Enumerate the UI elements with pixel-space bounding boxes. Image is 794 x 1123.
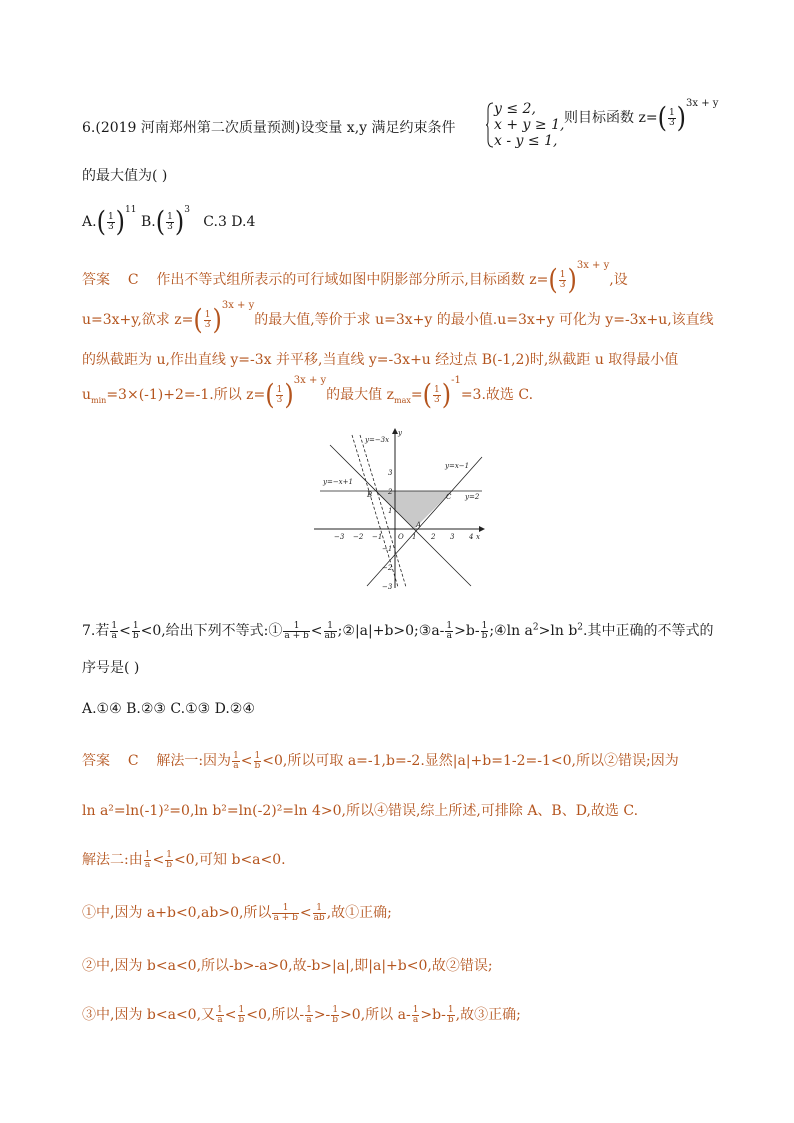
ans6-text4e: =3.故选 C.	[460, 387, 534, 403]
q6-objective: 则目标函数 z=( $\frac{1}{3}$ )$^{3x + y}$	[564, 98, 719, 135]
ans6-text2b: 的最大值,等价于求 u=3x+y 的最小值.u=3x+y 可化为 y=-3x+u,该直线	[254, 312, 714, 328]
answer-letter: C	[127, 272, 139, 288]
label-y-eq-neg3x: y=−3x	[365, 436, 390, 444]
point-c-label: C	[446, 493, 452, 501]
ans7-t12: ,故③正确;	[455, 1007, 521, 1023]
ans7-line1: 答案 C 解法一:因为 $\frac{1}{a}$ < $\frac{1}{b}$ <0,所以可取 a=-1,b=-2.显然|a|+b=1-2=-1<0,所以②错误;因为	[82, 750, 679, 771]
answer-label: 答案	[82, 272, 110, 288]
ans6-text1: 作出不等式组所表示的可行域如图中阴影部分所示,目标函数 z=	[156, 272, 549, 288]
option-b: B.	[140, 214, 156, 230]
q6-options: A.( $\frac{1}{3}$ )$^{11}$ B.( $\frac{1}{3}$ )$^3$ C.3 D.4	[82, 205, 256, 239]
q7-line1: 7.若 $\frac{1}{a}$ < $\frac{1}{b}$ <0,给出下列不等式:① $\frac{1}{a + b}$ < $\frac{1}{ab}$ ;②|a|+b>0;③a- $\frac{1}{a}$ >b- $\frac{1}{b}$ ;④ln $a^2>\ln$ $b^2$.其中正确的不等式的	[82, 620, 714, 641]
ans7-t6: ,故①正确;	[326, 905, 392, 921]
ans6-line4: $u_{min}=3\times(-1)+2=-1$.所以 z=( $\frac{1}{3}$ )$^{3x + y}$的最大值 $z_{max}=$( $\frac{1}{3}$ )$^{-1}$=3.故选 C.	[82, 375, 534, 412]
ans7-line4: ①中,因为 a+b<0,ab>0,所以 $\frac{1}{a + b}$ < $\frac{1}{ab}$ ,故①正确;	[82, 902, 392, 923]
ans7-t11: >b-	[420, 1007, 446, 1023]
ans7-t3: 解法二:由	[82, 852, 143, 868]
q6-constraints	[494, 101, 564, 149]
option-cd: C.3 D.4	[203, 214, 256, 230]
label-y-eq-2: y=2	[465, 493, 480, 501]
q7-t2: ;②|a|+b>0;③a-	[337, 623, 445, 639]
ans6-text4c: 的最大值 z	[326, 387, 394, 403]
ans7-t2: <0,所以可取 a=-1,b=-2.显然|a|+b=1-2=-1<0,所以②错误;因为	[262, 753, 679, 769]
ans7-t9: >-	[313, 1007, 331, 1023]
ans6-text2a: u=3x+y,欲求 z=	[82, 312, 194, 328]
ans6-exp-neg1: -1	[451, 375, 461, 387]
y-tick: 3	[388, 469, 393, 477]
ans7-line3: 解法二:由 $\frac{1}{a}$ < $\frac{1}{b}$ <0,可知 b<a<0.	[82, 849, 286, 870]
x-tick: 2	[431, 533, 436, 541]
option-a: A.	[82, 214, 97, 230]
min-sub: min	[91, 395, 107, 405]
point-a-label: A	[416, 521, 422, 529]
ans6-line2: u=3x+y,欲求 z=( $\frac{1}{3}$ )$^{3x + y}$的最大值,等价于求 u=3x+y 的最小值.u=3x+y 可化为 y=-3x+u,该直线	[82, 300, 714, 337]
max-sub: max	[393, 395, 411, 405]
ans7-t10: >0,所以 a-	[340, 1007, 411, 1023]
q6-exp: 3x + y	[686, 98, 719, 110]
q7-t6: .其中正确的不等式的	[583, 623, 714, 639]
q7-options: A.①④ B.②③ C.①③ D.②④	[82, 701, 255, 717]
y-tick: 1	[388, 507, 393, 515]
ans6-text4b: =3×(-1)+2=-1.所以 z=	[106, 387, 266, 403]
q6-line2: 的最大值为( )	[82, 168, 168, 184]
constraint-3: x - y ≤ 1,	[494, 133, 558, 149]
q7-t1: <0,给出下列不等式:①	[140, 623, 283, 639]
q7-t5: >ln b	[538, 623, 578, 639]
answer-label: 答案	[82, 753, 110, 769]
constraint-brace	[486, 102, 494, 148]
x-tick: −2	[353, 533, 364, 541]
x-tick: −1	[372, 533, 383, 541]
x-tick: 3	[450, 533, 455, 541]
ans7-t5: ①中,因为 a+b<0,ab>0,所以	[82, 905, 272, 921]
y-tick: −1	[382, 545, 393, 553]
constraint-2: x + y ≥ 1,	[494, 117, 565, 133]
q7-t4: ;④ln a	[489, 623, 533, 639]
y-axis-label: y	[398, 429, 402, 437]
feasible-region-graph	[312, 425, 492, 590]
ans7-line6: ③中,因为 b<a<0,又 $\frac{1}{a}$ < $\frac{1}{b}$ <0,所以- $\frac{1}{a}$ >- $\frac{1}{b}$ >0,所以 a- $\frac{1}{a}$ >b- $\frac{1}{b}$ ,故③正确;	[82, 1004, 521, 1025]
label-y-eq-neg-x-plus-1: y=−x+1	[323, 478, 353, 486]
ans6-eq: =	[410, 387, 423, 403]
label-y-eq-x-minus-1: y=x−1	[445, 462, 470, 470]
y-tick: 2	[388, 488, 393, 496]
x-tick: 4	[469, 533, 474, 541]
x-axis-label: x	[476, 533, 480, 541]
constraint-1: y ≤ 2,	[494, 101, 536, 117]
ans7-t8: <0,所以-	[246, 1007, 305, 1023]
ans7-t7: ③中,因为 b<a<0,又	[82, 1007, 216, 1023]
ans7-t4: <0,可知 b<a<0.	[173, 852, 286, 868]
q7-num: 7.若	[82, 623, 110, 639]
point-b-label: B	[367, 491, 373, 499]
q6-suffix: 则目标函数 z=	[564, 110, 658, 126]
y-tick: −2	[382, 564, 393, 572]
ans7-t1: 解法一:因为	[156, 753, 232, 769]
u-symbol: u	[82, 387, 92, 403]
ans6-text1-end: ,设	[609, 272, 628, 288]
x-tick: 1	[412, 533, 417, 541]
option-a-exp: 11	[125, 205, 137, 216]
q6-line1	[82, 117, 456, 137]
origin-label: O	[398, 533, 404, 541]
q7-t3: >b-	[454, 623, 480, 639]
answer-letter: C	[127, 753, 139, 769]
q7-line2: 序号是( )	[82, 660, 140, 676]
option-b-exp: 3	[184, 205, 190, 216]
x-tick: −3	[334, 533, 345, 541]
y-tick: −3	[382, 583, 393, 590]
ans6-line1: 答案 C 作出不等式组所表示的可行域如图中阴影部分所示,目标函数 z=( $\frac{1}{3}$ )$^{3x + y}$,设	[82, 260, 628, 297]
ans6-line3: 的纵截距为 u,作出直线 y=-3x 并平移,当直线 y=-3x+u 经过点 B(-1,2)时,纵截距 u 取得最小值	[82, 352, 679, 368]
ans7-line5: ②中,因为 b<a<0,所以-b>-a>0,故-b>|a|,即|a|+b<0,故②错误;	[82, 958, 493, 974]
q6-prefix: 6.(2019 河南郑州第二次质量预测)设变量 x,y 满足约束条件	[82, 120, 456, 136]
ans7-line2: ln a²=ln(-1)²=0,ln b²=ln(-2)²=ln 4>0,所以④错误,综上所述,可排除 A、B、D,故选 C.	[82, 803, 639, 819]
